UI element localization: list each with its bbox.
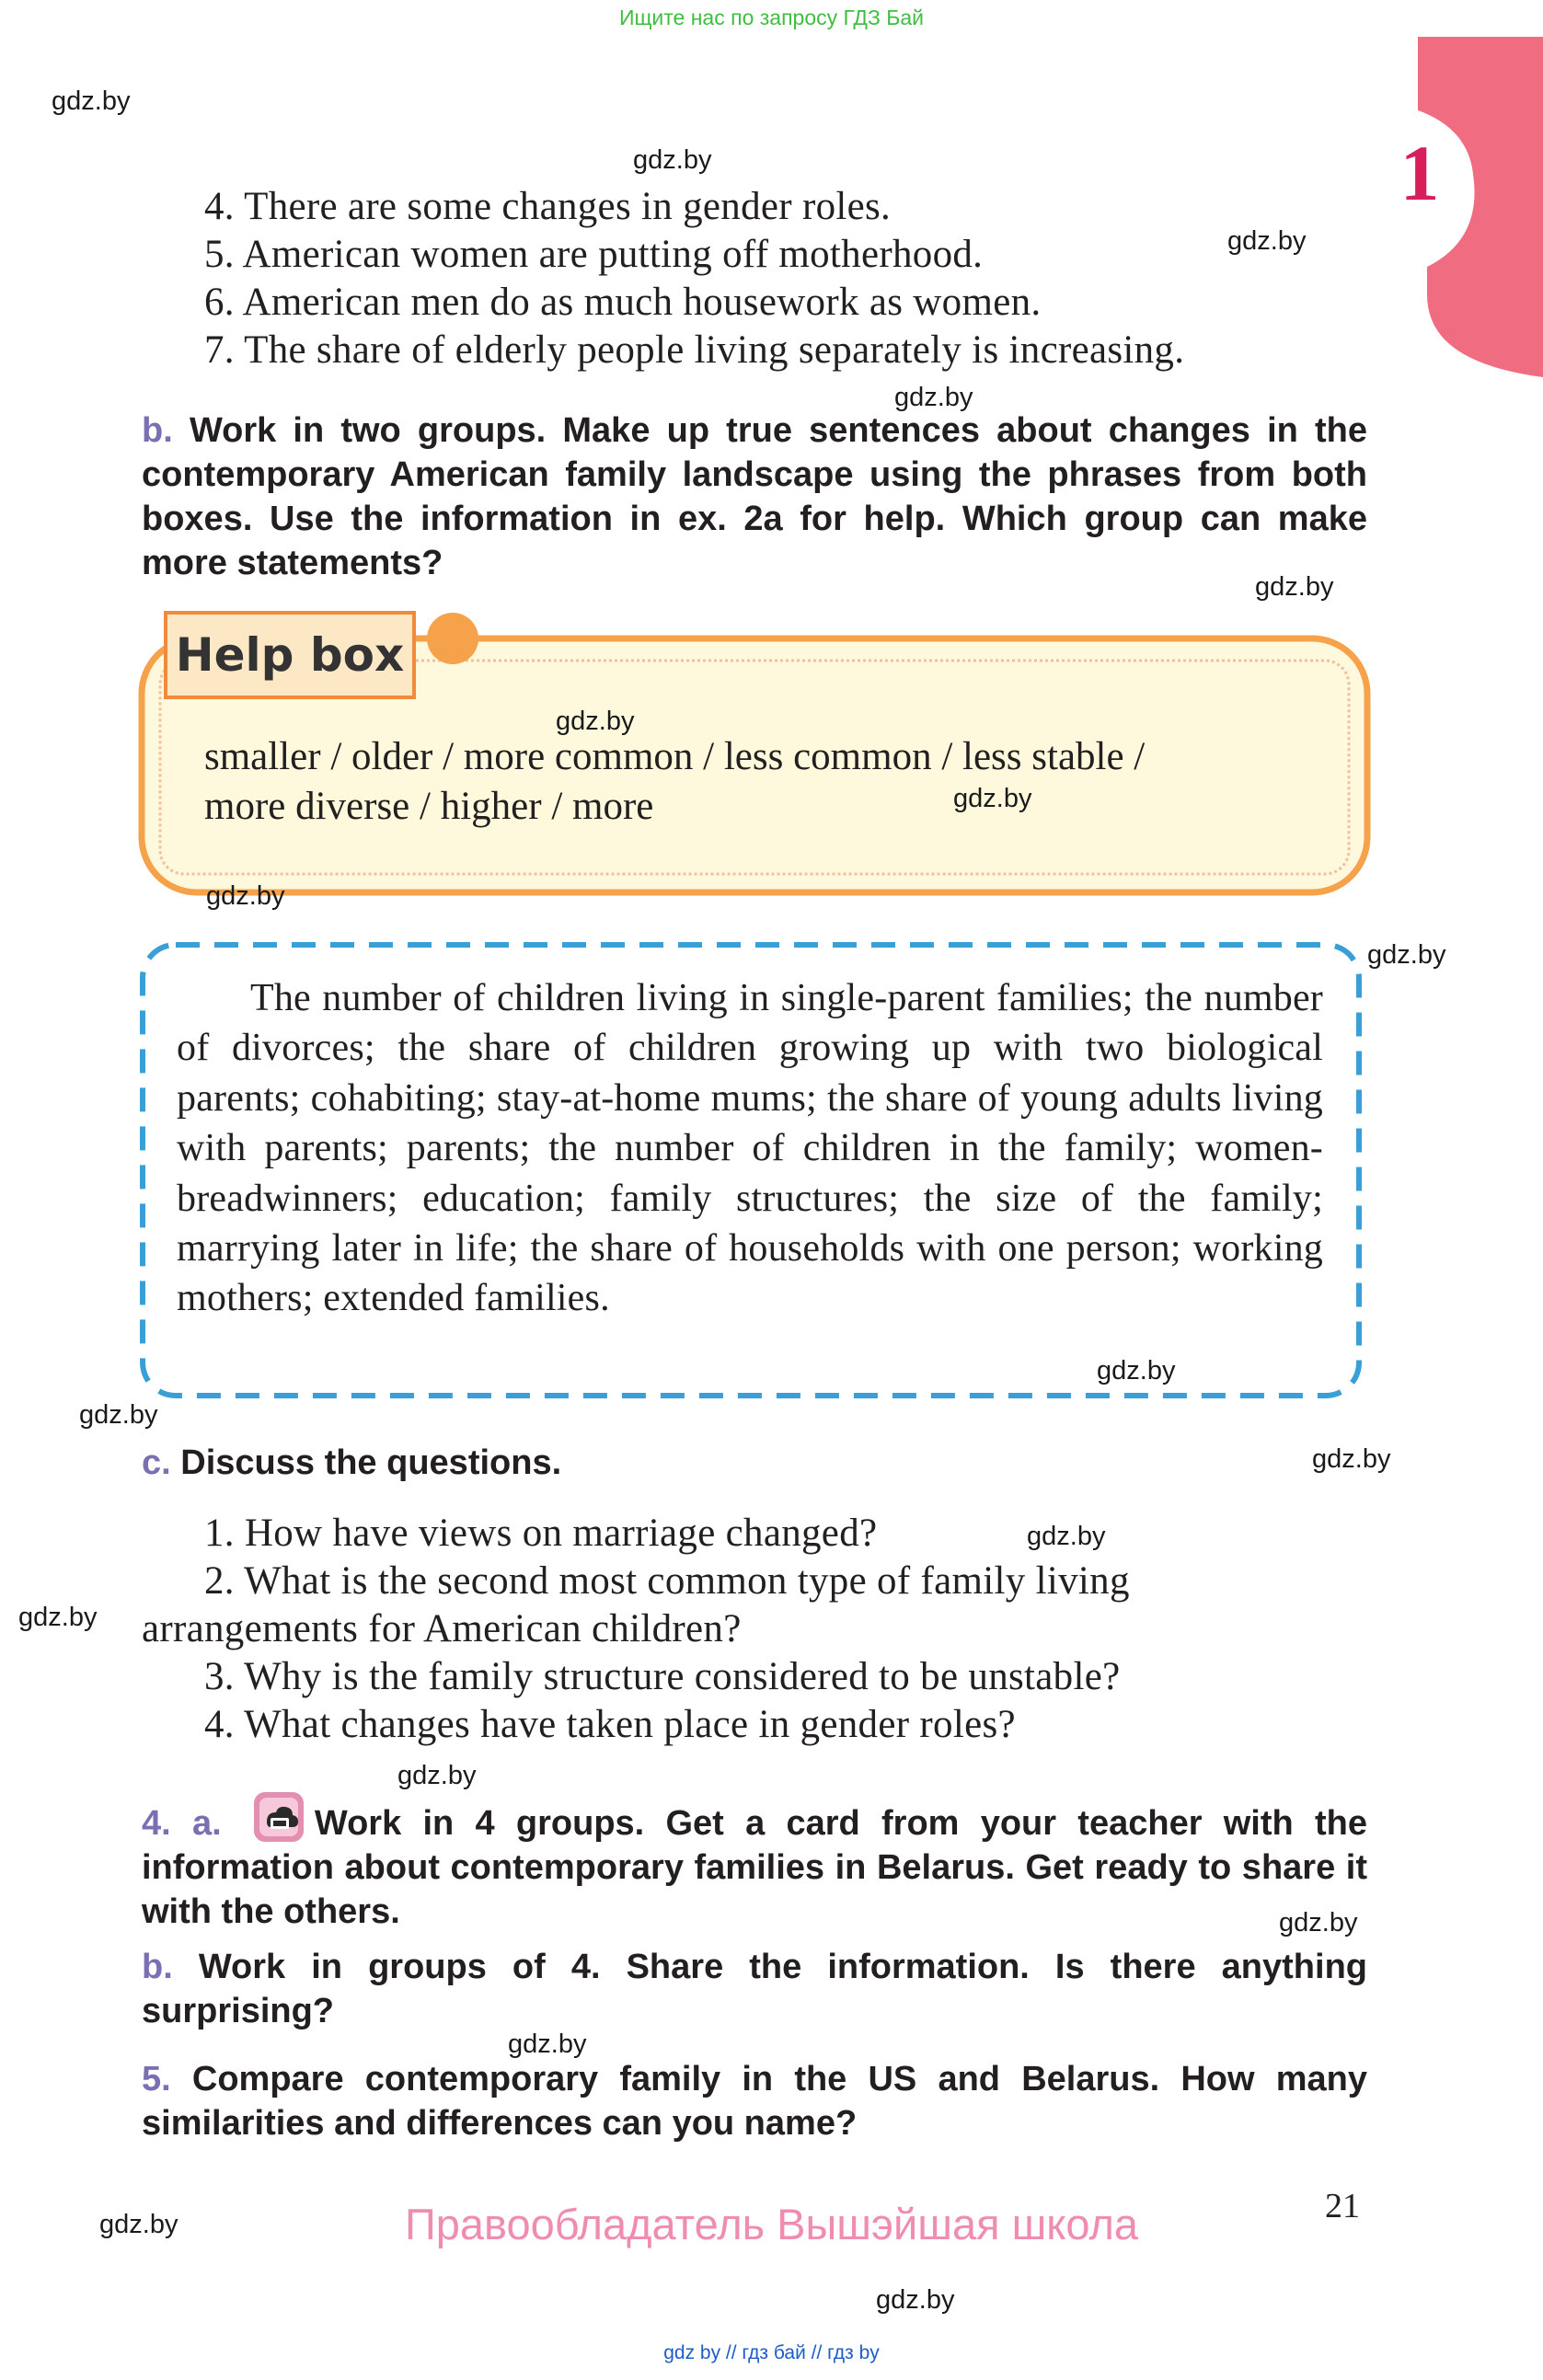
- page-number: 21: [1325, 2187, 1360, 2225]
- top-banner[interactable]: Ищите нас по запросу ГДЗ Бай: [618, 6, 925, 29]
- watermark: gdz.by: [953, 784, 1032, 813]
- copyright-holder: Правообладатель Вышэйшая школа: [404, 2200, 1139, 2248]
- statement-4: 4. There are some changes in gender roles.: [204, 185, 892, 228]
- help-box-title: Help box: [164, 611, 416, 699]
- watermark: gdz.by: [99, 2210, 178, 2239]
- help-box: [138, 611, 1371, 896]
- watermark: gdz.by: [508, 2029, 587, 2059]
- statement-6: 6. American men do as much housework as women.: [204, 281, 1042, 324]
- task-5-label: 5.: [142, 2060, 171, 2098]
- task-4a-label: 4. a.: [142, 1804, 222, 1843]
- phrase-box-text: [177, 973, 1323, 1324]
- task-b-label: b.: [142, 411, 173, 450]
- watermark: gdz.by: [1255, 572, 1334, 602]
- watermark: gdz.by: [1367, 940, 1446, 970]
- watermark: gdz.by: [1027, 1522, 1106, 1551]
- task-4b-text: Work in groups of 4. Share the information. Is there anything surprising?: [142, 1948, 1367, 2030]
- watermark: gdz.by: [52, 86, 131, 116]
- question-1: 1. How have views on marriage changed?: [204, 1512, 878, 1555]
- question-3: 3. Why is the family structure considered to be unstable?: [204, 1655, 1121, 1698]
- watermark: gdz.by: [1312, 1444, 1391, 1474]
- watermark: gdz.by: [206, 881, 285, 911]
- question-4: 4. What changes have taken place in gender roles?: [204, 1703, 1016, 1746]
- phrase-box-content: The number of children living in single-parent families; the number of divorces; the share of children growing up with two biological parents; cohabiting; stay-at-home mums; the share of young adults living with parents; parents; the number of children in the family; women-breadwinners; education; family structures; the size of the family; marrying later in life; the share of households with one person; working mothers; extended families.: [177, 977, 1323, 1320]
- watermark: gdz.by: [556, 707, 635, 736]
- task-c-text: Discuss the questions.: [180, 1443, 562, 1482]
- help-box-line-2: more diverse / higher / more: [204, 785, 654, 828]
- watermark: gdz.by: [633, 145, 712, 175]
- watermark: gdz.by: [1097, 1356, 1176, 1385]
- watermark: gdz.by: [1227, 226, 1307, 256]
- task-5-text: Compare contemporary family in the US and Belarus. How many similarities and differences can you name?: [142, 2060, 1367, 2143]
- task-b-text: Work in two groups. Make up true sentences about changes in the contemporary American family landscape using the phrases from both boxes. Use the information in ex. 2a for help. Which group can make more statements?: [142, 411, 1367, 582]
- task-c-label: c.: [142, 1443, 171, 1482]
- help-box-line-1: smaller / older / more common / less common / less stable /: [204, 735, 1146, 778]
- question-2-cont: arrangements for American children?: [142, 1607, 742, 1650]
- watermark: gdz.by: [876, 2285, 955, 2315]
- task-4b: [142, 1945, 1367, 2033]
- bottom-links[interactable]: gdz by // гдз бай // гдз by: [663, 2342, 880, 2363]
- card-icon: [252, 1790, 305, 1844]
- task-4a: [142, 1790, 1367, 1934]
- question-2: 2. What is the second most common type of family living: [204, 1559, 1130, 1603]
- help-box-corner-dot: [427, 613, 478, 664]
- task-5: [142, 2057, 1367, 2145]
- task-4b-label: b.: [142, 1948, 173, 1986]
- watermark: gdz.by: [18, 1603, 98, 1632]
- task-c: [142, 1441, 1367, 1485]
- watermark: gdz.by: [397, 1761, 477, 1790]
- watermark: gdz.by: [79, 1400, 158, 1430]
- watermark: gdz.by: [894, 383, 973, 412]
- statement-7: 7. The share of elderly people living separately is increasing.: [204, 328, 1185, 372]
- task-4a-text: Work in 4 groups. Get a card from your teacher with the information about contemporary families in Belarus. Get ready to share it with the others.: [142, 1804, 1367, 1931]
- statement-5: 5. American women are putting off motherhood.: [204, 233, 984, 276]
- watermark: gdz.by: [1279, 1908, 1358, 1937]
- unit-number: 1: [1399, 129, 1440, 217]
- task-b: [142, 408, 1367, 585]
